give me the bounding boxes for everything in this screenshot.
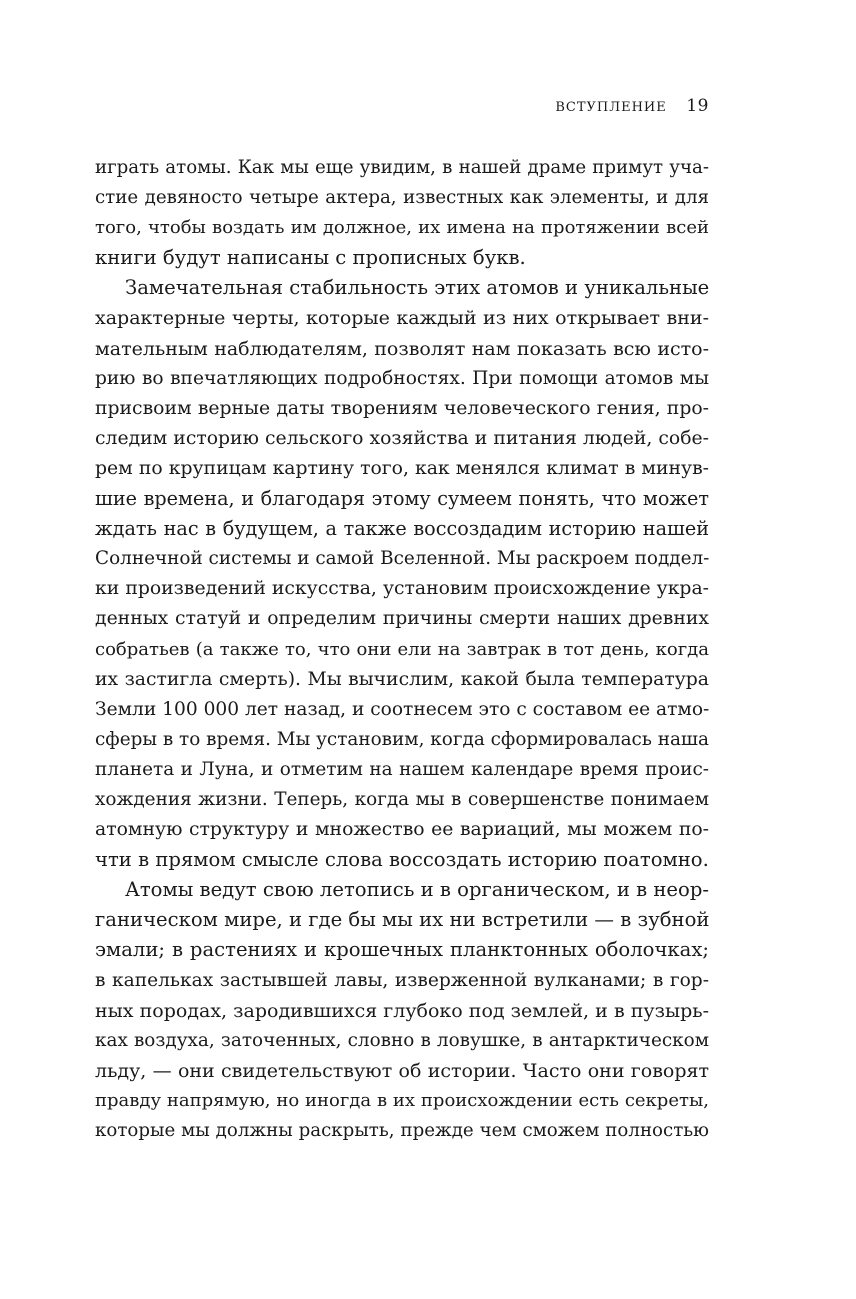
text-line: правду напрямую, но иногда в их происхождении есть секреты, <box>95 1089 709 1111</box>
text-line: Атомы ведут свою летопись и в органическом, и в неор- <box>125 878 709 902</box>
running-head <box>555 96 709 116</box>
text-line: рем по крупицам картину того, как менялся климат в минув- <box>95 457 709 479</box>
page-number: 19 <box>686 96 709 116</box>
text-line: в капельках застывшей лавы, изверженной вулканами; в гор- <box>95 969 709 991</box>
text-line: атомную структуру и множество ее вариаций, мы можем по- <box>95 819 709 841</box>
text-line: книги будут написаны с прописных букв. <box>95 246 526 270</box>
text-line: Земли 100 000 лет назад, и соотнесем это с составом ее атмо- <box>95 698 710 720</box>
text-line: денных статуй и определим причины смерти наших древних <box>95 608 709 630</box>
text-line: ных породах, зародившихся глубоко под землей, и в пузырь- <box>95 999 709 1022</box>
text-line: ки произведений искусства, установим происхождение укра- <box>95 578 709 600</box>
text-line: чти в прямом смысле слова воссоздать историю поатомно. <box>95 848 709 872</box>
text-line: характерные черты, которые каждый из них открывает вни- <box>95 307 709 330</box>
text-line: Замечательная стабильность этих атомов и уникальные <box>125 276 710 300</box>
text-line: которые мы должны раскрыть, прежде чем сможем полностью <box>95 1120 709 1141</box>
text-line: мательным наблюдателям, позволят нам показать всю исто- <box>95 337 709 360</box>
section-title: ВСТУПЛЕНИЕ <box>555 100 667 115</box>
paragraph-2 <box>95 273 709 875</box>
text-line: присвоим верные даты творениям человеческого гения, про- <box>95 397 709 419</box>
text-line: рию во впечатляющих подробностях. При помощи атомов мы <box>95 367 709 389</box>
text-line: их застигла смерть). Мы вычислим, какой была температура <box>95 668 709 690</box>
text-line: хождения жизни. Теперь, когда мы в совершенстве понимаем <box>95 788 709 810</box>
body-text <box>95 153 709 1146</box>
text-line: собратьев (а также то, что они ели на завтрак в тот день, когда <box>95 638 709 660</box>
text-line: играть атомы. Как мы еще увидим, в нашей драме примут уча- <box>95 157 709 178</box>
text-line: ганическом мире, и где бы мы их ни встретили — в зубной <box>95 908 710 932</box>
paragraph-1 <box>95 153 709 273</box>
text-line: шие времена, и благодаря этому сумеем понять, что может <box>95 487 709 511</box>
text-line: Солнечной системы и самой Вселенной. Мы раскроем поддел- <box>95 548 710 570</box>
text-line: того, чтобы воздать им должное, их имена на протяжении всей <box>95 217 709 239</box>
text-line: ках воздуха, заточенных, словно в ловушке, в антарктическом <box>95 1029 709 1051</box>
text-line: ждать нас в будущем, а также воссоздадим историю нашей <box>95 517 709 541</box>
paragraph-3 <box>95 875 709 1146</box>
text-line: льду, — они свидетельствуют об истории. Часто они говорят <box>95 1059 709 1082</box>
text-line: стие девяносто четыре актера, известных как элементы, и для <box>95 187 709 209</box>
text-line: планета и Луна, и отметим на нашем календаре время проис- <box>95 758 709 780</box>
text-line: следим историю сельского хозяйства и питания людей, собе- <box>95 427 709 449</box>
text-line: эмали; в растениях и крошечных планктонных оболочках; <box>95 938 709 962</box>
text-line: сферы в то время. Мы установим, когда сформировалась наша <box>95 728 709 750</box>
